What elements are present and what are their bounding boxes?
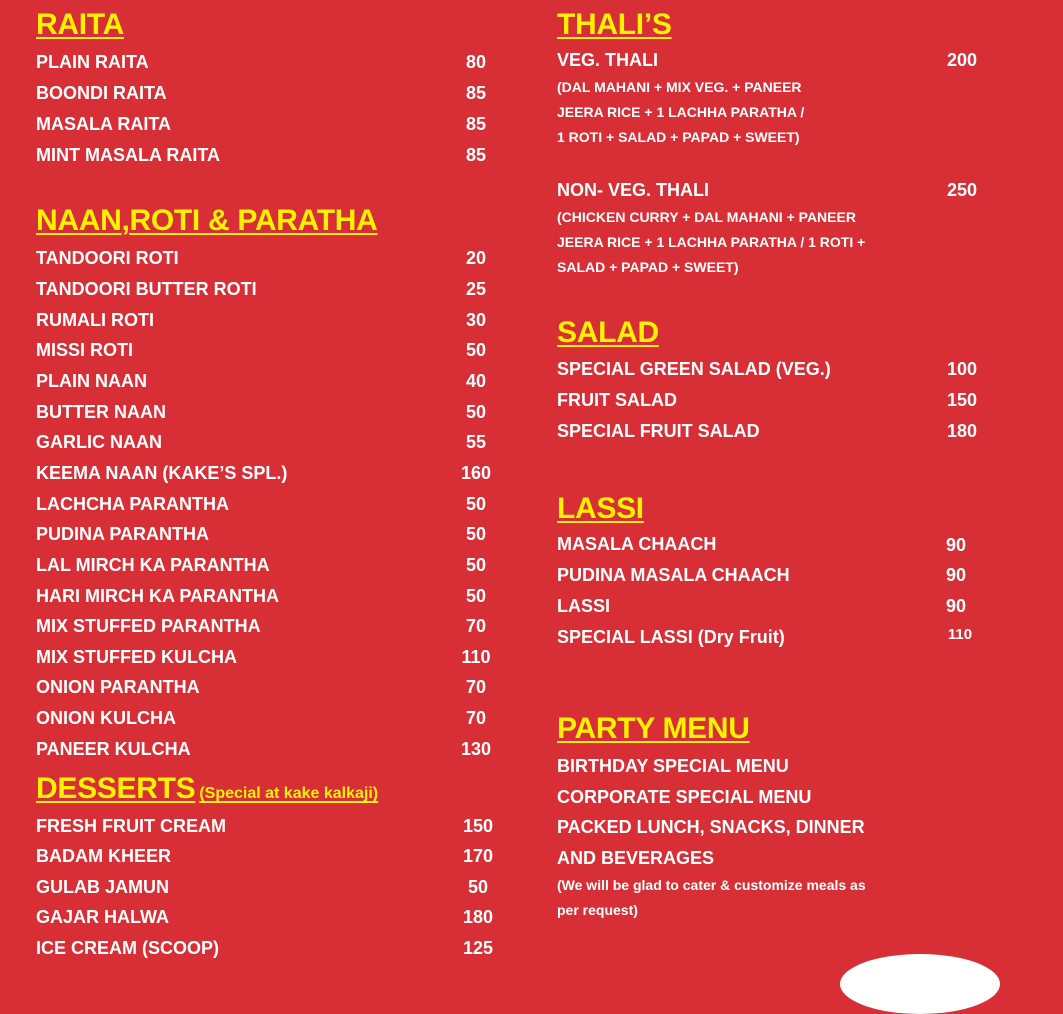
menu-item-name: TANDOORI BUTTER ROTI — [36, 279, 257, 299]
menu-item-price: 90 — [945, 535, 967, 555]
menu-item-price: 40 — [465, 371, 487, 391]
menu-item-name: SPECIAL FRUIT SALAD — [557, 421, 760, 441]
description-line: JEERA RICE + 1 LACHHA PARATHA / 1 ROTI + — [557, 234, 866, 250]
menu-item-name: MASALA RAITA — [36, 114, 171, 134]
menu-item-name: GAJAR HALWA — [36, 907, 170, 927]
party-menu-line: BIRTHDAY SPECIAL MENU — [557, 756, 789, 776]
menu-item-name: MIX STUFFED KULCHA — [36, 647, 237, 667]
menu-item-price: 80 — [465, 52, 487, 72]
menu-item-name: NON- VEG. THALI — [557, 180, 709, 200]
menu-item-name: ONION KULCHA — [36, 708, 176, 728]
menu-item-name: TANDOORI ROTI — [36, 248, 179, 268]
menu-item-price: 125 — [462, 938, 494, 958]
menu-item-name: KEEMA NAAN (KAKE’S SPL.) — [36, 463, 288, 483]
menu-item-name: GULAB JAMUN — [36, 877, 169, 897]
menu-item-name: VEG. THALI — [557, 50, 659, 70]
raita-heading: RAITA — [36, 8, 124, 41]
menu-item-name: FRUIT SALAD — [557, 390, 677, 410]
menu-item-name: SPECIAL LASSI (Dry Fruit) — [557, 627, 785, 647]
menu-item-name: ICE CREAM (SCOOP) — [36, 938, 220, 958]
menu-item-price: 150 — [462, 816, 494, 836]
description-line: 1 ROTI + SALAD + PAPAD + SWEET) — [557, 129, 800, 145]
thali-description — [557, 75, 917, 150]
party-menu-heading: PARTY MENU — [557, 712, 750, 745]
menu-item-price: 90 — [945, 565, 967, 585]
menu-item-name: PLAIN RAITA — [36, 52, 149, 72]
menu-item-name: MASALA CHAACH — [557, 534, 717, 554]
menu-item-price: 50 — [465, 340, 487, 360]
menu-item-price: 170 — [462, 846, 494, 866]
menu-item-price: 70 — [465, 708, 487, 728]
menu-item-price: 50 — [465, 402, 487, 422]
menu-item-price: 160 — [460, 463, 492, 483]
menu-item-price: 180 — [462, 907, 494, 927]
menu-item-price: 100 — [946, 359, 978, 379]
menu-item-name: PUDINA MASALA CHAACH — [557, 565, 790, 585]
plate-graphic — [840, 954, 1000, 1014]
menu-item-name: PUDINA PARANTHA — [36, 524, 209, 544]
menu-item-name: LAL MIRCH KA PARANTHA — [36, 555, 270, 575]
menu-item-price: 110 — [947, 626, 973, 643]
menu-item-price: 20 — [465, 248, 487, 268]
party-menu-note — [557, 873, 957, 923]
description-line: (DAL MAHANI + MIX VEG. + PANEER — [557, 79, 802, 95]
description-line: SALAD + PAPAD + SWEET) — [557, 259, 739, 275]
desserts-heading — [36, 772, 378, 811]
party-menu-line: CORPORATE SPECIAL MENU — [557, 787, 812, 807]
menu-item-price: 110 — [461, 647, 491, 667]
note-line: (We will be glad to cater & customize meals as — [557, 877, 866, 893]
menu-item-name: BOONDI RAITA — [36, 83, 167, 103]
menu-item-name: BUTTER NAAN — [36, 402, 166, 422]
menu-item-price: 30 — [465, 310, 487, 330]
menu-item-price: 85 — [465, 114, 487, 134]
menu-item-price: 150 — [946, 390, 978, 410]
menu-item-price: 50 — [465, 555, 487, 575]
salad-heading: SALAD — [557, 316, 659, 349]
menu-item-name: FRESH FRUIT CREAM — [36, 816, 226, 836]
menu-item-price: 50 — [467, 877, 489, 897]
breads-heading: NAAN,ROTI & PARATHA — [36, 204, 378, 237]
menu-item-price: 70 — [465, 616, 487, 636]
description-line: (CHICKEN CURRY + DAL MAHANI + PANEER — [557, 209, 856, 225]
menu-item-price: 180 — [946, 421, 978, 441]
menu-item-price: 90 — [945, 596, 967, 616]
party-menu-line: AND BEVERAGES — [557, 848, 715, 868]
menu-item-price: 50 — [465, 524, 487, 544]
menu-item-price: 85 — [465, 145, 487, 165]
menu-item-name: MISSI ROTI — [36, 340, 134, 360]
menu-item-name: RUMALI ROTI — [36, 310, 154, 330]
menu-item-price: 55 — [465, 432, 487, 452]
lassi-heading: LASSI — [557, 492, 644, 525]
menu-item-name: PLAIN NAAN — [36, 371, 147, 391]
menu-item-price: 250 — [946, 180, 978, 200]
menu-item-name: MINT MASALA RAITA — [36, 145, 220, 165]
note-line: per request) — [557, 902, 638, 918]
thalis-heading: THALI’S — [557, 8, 672, 41]
menu-item-name: LASSI — [557, 596, 611, 616]
menu-item-name: LACHCHA PARANTHA — [36, 494, 229, 514]
party-menu-line: PACKED LUNCH, SNACKS, DINNER — [557, 817, 865, 837]
menu-item-price: 25 — [465, 279, 487, 299]
menu-item-name: ONION PARANTHA — [36, 677, 200, 697]
menu-item-price: 200 — [946, 50, 978, 70]
menu-item-price: 70 — [465, 677, 487, 697]
menu-item-name: MIX STUFFED PARANTHA — [36, 616, 261, 636]
menu-item-price: 50 — [465, 494, 487, 514]
menu-item-name: SPECIAL GREEN SALAD (VEG.) — [557, 359, 831, 379]
menu-item-price: 50 — [465, 586, 487, 606]
menu-item-name: BADAM KHEER — [36, 846, 171, 866]
menu-item-name: HARI MIRCH KA PARANTHA — [36, 586, 279, 606]
desserts-title: DESSERTS — [36, 772, 196, 805]
menu-item-price: 130 — [460, 739, 492, 759]
desserts-note: (Special at kake kalkaji) — [199, 785, 379, 802]
description-line: JEERA RICE + 1 LACHHA PARATHA / — [557, 104, 805, 120]
menu-item-price: 85 — [465, 83, 487, 103]
thali-description — [557, 205, 917, 280]
menu-item-name: GARLIC NAAN — [36, 432, 162, 452]
menu-item-name: PANEER KULCHA — [36, 739, 191, 759]
